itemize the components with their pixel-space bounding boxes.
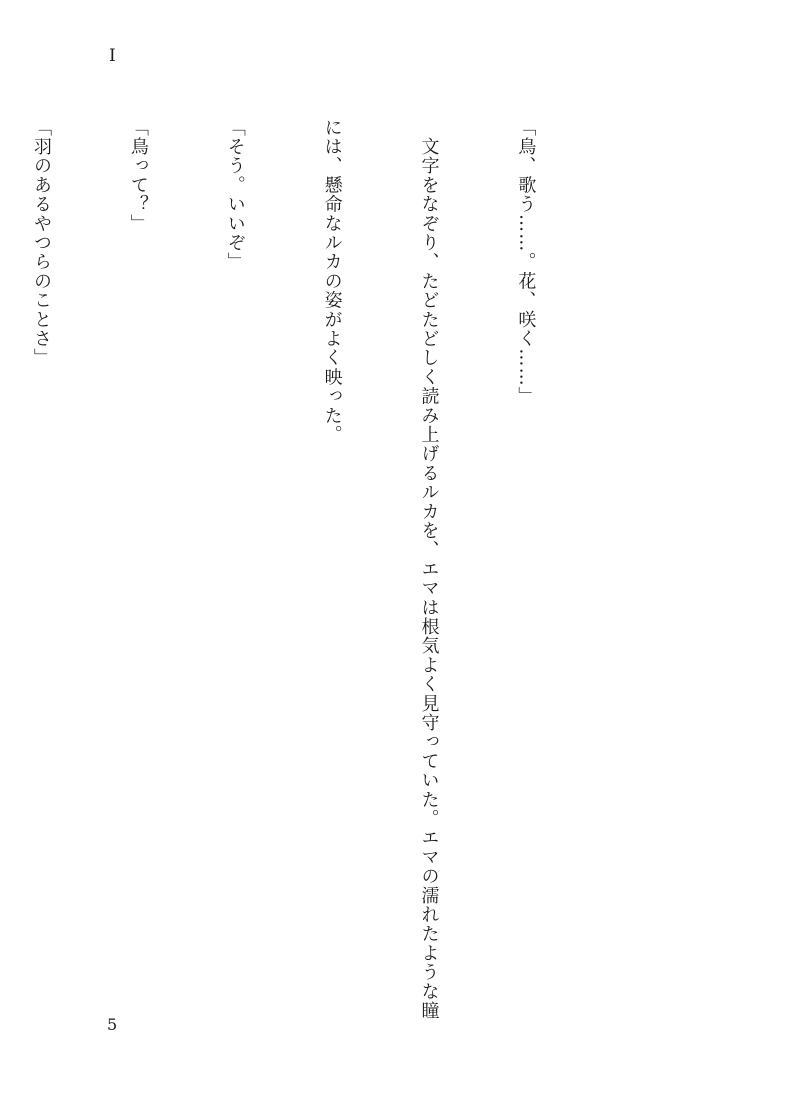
text-line: 文字をなぞり、たどたどしく読み上げるルカを、エマは根気よく見守っていた。エマの濡れたような瞳 — [418, 118, 440, 1021]
page-number: 5 — [107, 1015, 118, 1034]
text-line: には、懸命なルカの姿がよく映った。 — [321, 118, 343, 445]
vertical-body-text — [0, 118, 606, 1021]
text-line: 「鳥って？」 — [127, 118, 149, 234]
chapter-label: I — [109, 46, 116, 66]
text-line: 「鳥、歌う……。花、咲く……」 — [515, 118, 537, 406]
text-line: 「そう。いいぞ」 — [224, 118, 246, 272]
text-line: 「羽のあるやつらのことさ」 — [30, 118, 52, 368]
